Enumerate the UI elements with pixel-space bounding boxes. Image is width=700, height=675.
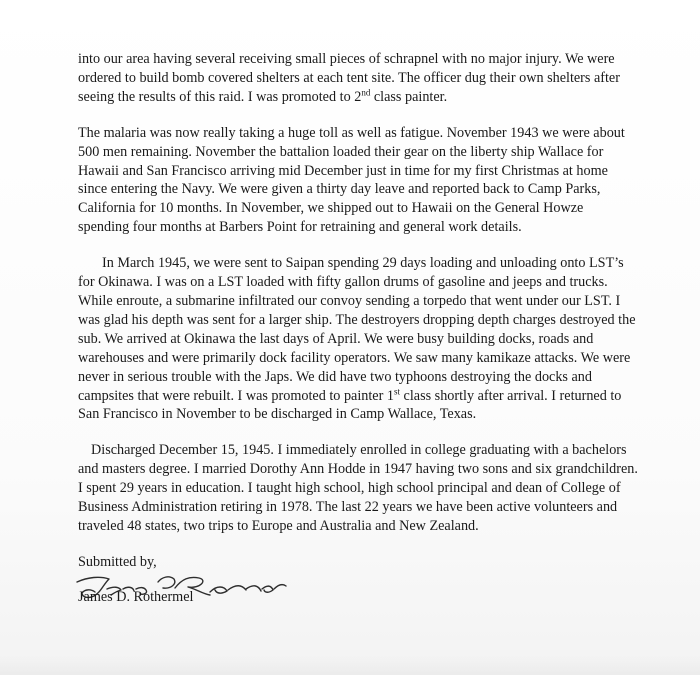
paragraph-discharged: Discharged December 15, 1945. I immediately enrolled in college graduating with a bachelors and masters degree. I married Dorothy Ann Hodde in 1947 having two sons and six grandchildren. I spent 29 years in education. I taught high school, high school principal and dean of College of Business Administration retiring in 1978. The last 22 years we have been active volunteers and traveled 48 states, two trips to Europe and Australia and New Zealand. xyxy=(78,442,638,534)
paragraph-shelters-text: into our area having several receiving small pieces of schrapnel with no major injury. We were ordered to build bomb covered shelters at each tent site. The officer dug their own shelters after seeing the results of this raid. I was promoted to 2 xyxy=(78,51,620,105)
paragraph-shelters-tail: class painter. xyxy=(370,88,448,105)
paragraph-malaria: The malaria was now really taking a huge toll as well as fatigue. November 1943 we were about 500 men remaining. November the battalion loaded their gear on the liberty ship Wallace for Hawaii and San Francisco arriving mid December just in time for my first Christmas at home since entering the Navy. We were given a thirty day leave and reported back to Camp Parks, California for 10 months. In November, we shipped out to Hawaii on the General Howze spending four months at Barbers Point for retraining and general work details. xyxy=(78,124,625,236)
paragraph-shelters xyxy=(78,50,638,107)
signature-block xyxy=(78,573,638,613)
paragraph-okinawa xyxy=(78,254,638,424)
superscript-nd: nd xyxy=(361,87,371,98)
scan-bottom-shadow xyxy=(0,655,700,675)
paragraph-okinawa-tail: class shortly after arrival. I returned to San Francisco in November to be discharged in Camp Wallace, Texas. xyxy=(78,387,622,423)
paragraph-okinawa-text: In March 1945, we were sent to Saipan spending 29 days loading and unloading onto LST’s for Okinawa. I was on a LST loaded with fifty gallon drums of gasoline and jeeps and trucks. While enroute, a submarine infiltrated our convoy sending a torpedo that went under our LST. I was glad his depth was sent for a larger ship. The destroyers dropping depth charges destroyed the sub. We arrived at Okinawa the last days of April. We were busy building docks, roads and warehouses and were primarily dock facility operators. We saw many kamikaze attacks. We were never in serious trouble with the Japs. We did have two typhoons destroying the docks and campsites that were rebuilt. I was promoted to painter 1 xyxy=(78,255,636,404)
superscript-st: st xyxy=(393,385,400,396)
document-body xyxy=(78,50,638,613)
signer-name: James D. Rothermel xyxy=(78,588,194,605)
submitted-by-label: Submitted by, xyxy=(78,553,157,570)
